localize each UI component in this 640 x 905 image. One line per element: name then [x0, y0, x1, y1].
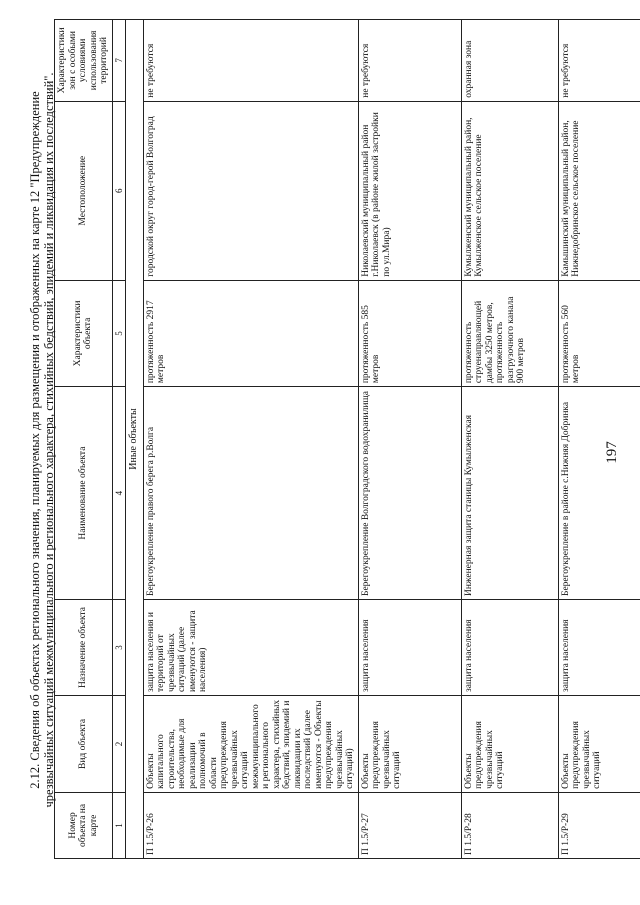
cell-zones: не требуются	[558, 20, 640, 102]
cell-zones: охранная зона	[461, 20, 558, 102]
cell-kind: Объекты предупреждения чрезвычайных ситуаций	[558, 696, 640, 793]
col-num-1: 1	[112, 792, 126, 858]
cell-kind: Объекты предупреждения чрезвычайных ситуаций	[358, 696, 461, 793]
cell-purpose: защита населения	[461, 600, 558, 696]
col-header-characteristics: Характеристики объекта	[55, 280, 113, 386]
cell-number: П 1.5/Р-27	[358, 792, 461, 858]
page-number: 197	[604, 441, 620, 464]
cell-location: Камышинский муниципальный район, Нижнедобринское сельское поселение	[558, 101, 640, 280]
cell-name: Берегоукрепление Волгоградского водохранилища	[358, 387, 461, 600]
document-heading	[28, 25, 56, 855]
cell-characteristics: протяженность 585 метров	[358, 280, 461, 386]
col-num-7: 7	[112, 20, 126, 102]
section-row	[126, 20, 144, 859]
cell-characteristics: протяженность 2917 метров	[143, 280, 358, 386]
cell-purpose: защита населения	[558, 600, 640, 696]
cell-name: Берегоукрепление правого берега р.Волга	[143, 387, 358, 600]
cell-kind: Объекты капитального строительства, необходимые для реализации полномочий в области предупреждения чрезвычайных ситуаций межмуниципального и регионального характера, стихийных бедствий, эпидемий и ликвидации их последствий (далее именуются - Объекты предупреждения чрезвычайных ситуаций)	[143, 696, 358, 793]
col-num-4: 4	[112, 387, 126, 600]
header-row	[55, 20, 113, 859]
column-number-row	[112, 20, 126, 859]
cell-name: Берегоукрепление в районе с.Нижняя Добринка	[558, 387, 640, 600]
cell-characteristics: протяженность 560 метров	[558, 280, 640, 386]
col-num-3: 3	[112, 600, 126, 696]
col-num-5: 5	[112, 280, 126, 386]
table-row	[143, 20, 358, 859]
cell-kind: Объекты предупреждения чрезвычайных ситуаций	[461, 696, 558, 793]
table-row	[358, 20, 461, 859]
cell-number: П 1.5/Р-26	[143, 792, 358, 858]
objects-table	[54, 19, 640, 859]
table-row	[461, 20, 558, 859]
col-header-location: Местоположение	[55, 101, 113, 280]
cell-purpose: защита населения	[358, 600, 461, 696]
heading-line-2: чрезвычайных ситуаций межмуниципального и регионального характера, стихийных бедствий, эпидемий и ликвидация их последствий".	[42, 72, 56, 808]
cell-number: П 1.5/Р-29	[558, 792, 640, 858]
col-num-6: 6	[112, 101, 126, 280]
cell-location: Кумылженский муниципальный район, Кумылженское сельское поселение	[461, 101, 558, 280]
cell-number: П 1.5/Р-28	[461, 792, 558, 858]
col-header-purpose: Назначение объекта	[55, 600, 113, 696]
cell-location: Николаевский муниципальный район г.Николаевск (в районе жилой застройки по ул.Мира)	[358, 101, 461, 280]
cell-location: городской округ город-герой Волгоград	[143, 101, 358, 280]
cell-zones: не требуются	[143, 20, 358, 102]
cell-characteristics: протяженность струенаправляющей дамбы 3250 метров, протяженность разгрузочного канала 900 метров	[461, 280, 558, 386]
col-header-name: Наименование объекта	[55, 387, 113, 600]
section-label: Иные объекты	[126, 20, 144, 859]
cell-zones: не требуются	[358, 20, 461, 102]
col-header-zones: Характеристики зон с особыми условиями использования территорий	[55, 20, 113, 102]
cell-name: Инженерная защита станицы Кумылженская	[461, 387, 558, 600]
cell-purpose: защита населения и территорий от чрезвычайных ситуаций (далее именуются - защита населения)	[143, 600, 358, 696]
col-header-number: Номер объекта на карте	[55, 792, 113, 858]
col-header-kind: Вид объекта	[55, 696, 113, 793]
table-row	[558, 20, 640, 859]
heading-line-1: 2.12. Сведения об объектах регионального значения, планируемых для размещения и отображенных на карте 12 "Предупреждение	[28, 91, 42, 789]
col-num-2: 2	[112, 696, 126, 793]
